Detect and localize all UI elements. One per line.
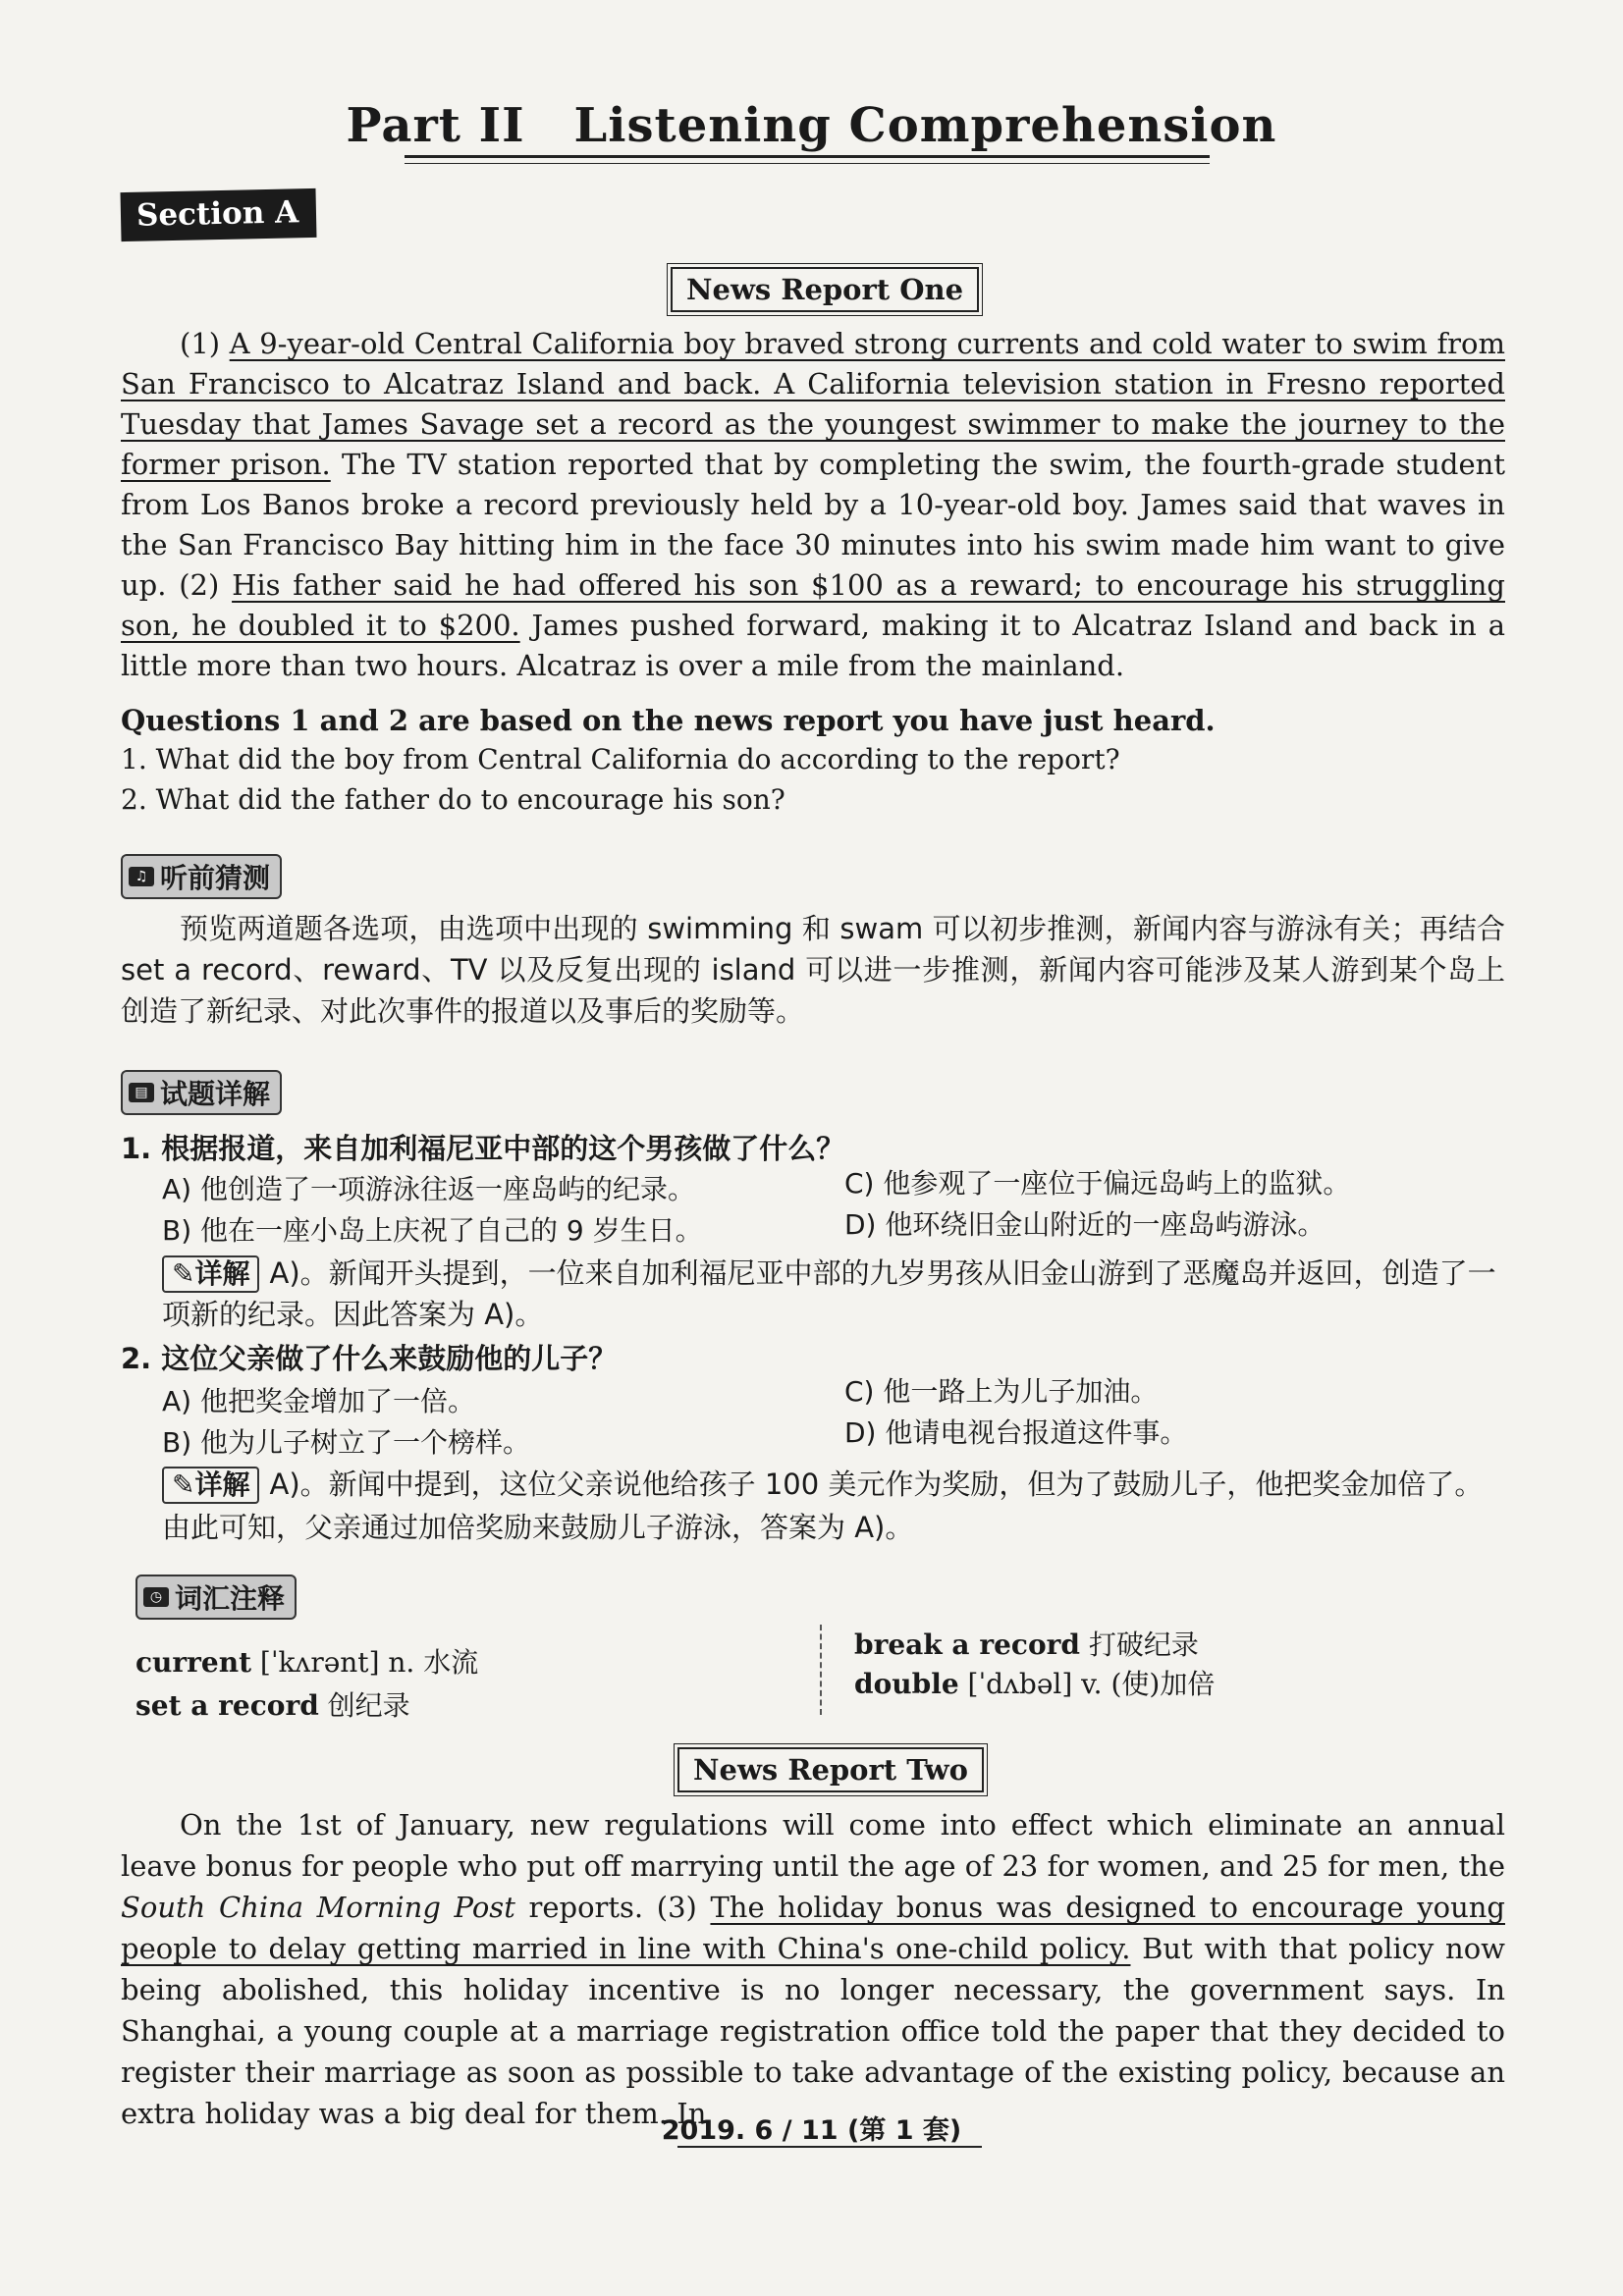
question-1: 1. What did the boy from Central California do according to the report? — [121, 743, 1120, 775]
explain-tag — [121, 1070, 282, 1115]
book-icon: ▤ — [129, 1083, 154, 1102]
vocab-word: break a record — [854, 1629, 1080, 1661]
vocab-word: double — [854, 1668, 959, 1700]
vocab-item-set-a-record — [135, 1684, 410, 1724]
key-sentence-2: His father said he had offered his son $100 as a reward; to encourage his struggling son, he doubled it to $200. — [121, 568, 1505, 642]
q2-stem: 2. 这位父亲做了什么来鼓励他的儿子？ — [121, 1342, 618, 1375]
q2-detail — [162, 1463, 1507, 1549]
predict-text: 预览两道题各选项，由选项中出现的 swimming 和 swam 可以初步推测，新闻内容与游泳有关；再结合 set a record、reward、TV 以及反复出现的 island 可以进一步推测，新闻内容可能涉及某人游到某个岛上创造了新纪录、对此次事件的报道以及事后的奖励等。 — [121, 912, 1506, 1028]
questions-heading: Questions 1 and 2 are based on the news report you have just heard. — [121, 704, 1216, 737]
vocab-definition: [ˈkʌrənt] n. 水流 — [251, 1646, 479, 1679]
explain-tag-label: 试题详解 — [160, 1078, 271, 1110]
vocab-divider — [820, 1625, 822, 1715]
question-2: 2. What did the father do to encourage his son? — [121, 783, 785, 816]
pencil-icon: ✎详解 — [162, 1467, 259, 1504]
report-text: James pushed forward, making it to Alcatraz Island and back in a little more than two hours. Alcatraz is over a mile from the mainland. — [121, 609, 1505, 682]
marker-2: (2) — [179, 568, 233, 602]
section-label: Section A — [120, 188, 316, 241]
page-footer: 2019. 6 / 11 (第 1 套) — [661, 2115, 962, 2146]
part-title — [0, 98, 1623, 153]
pencil-icon: ✎详解 — [162, 1255, 259, 1293]
predict-tag — [121, 854, 282, 899]
vocab-item-break-a-record — [854, 1624, 1199, 1663]
vocab-definition: 打破纪录 — [1079, 1629, 1199, 1661]
report-text: But with that policy now being abolished, this holiday incentive is no longer necessary, the government says. In Shanghai, a young couple at a marriage registration office told the paper that they decided to register their marriage as soon as possible to take advantage of the existing policy, because an extra holiday was a big deal for them. In — [121, 1932, 1505, 2130]
key-sentence-3: The holiday bonus was designed to encourage young people to delay getting married in line with China's one-child policy. — [121, 1891, 1505, 1965]
report-one-title: News Report One — [671, 267, 979, 312]
detail-tag-label: 详解 — [194, 1468, 250, 1501]
clock-icon: ◷ — [143, 1587, 169, 1607]
vocab-item-double — [854, 1663, 1215, 1702]
predict-tag-label: 听前猜测 — [160, 862, 271, 894]
newspaper-name: South China Morning Post — [121, 1891, 515, 1924]
q2-option-b: B) 他为儿子树立了一个榜样。 — [162, 1426, 531, 1459]
key-sentence-1: A 9-year-old Central California boy braved strong currents and cold water to swim from San Francisco to Alcatraz Island and back. A California television station in Fresno reported Tuesday that James Savage set a record as the youngest swimmer to make the journey to the former prison. — [121, 327, 1506, 481]
q2-option-d: D) 他请电视台报道这件事。 — [844, 1416, 1188, 1449]
report-text: The TV station reported that by completing the swim, the fourth-grade student from Los Banos broke a record previously held by a 10-year-old boy. James said that waves in the San Francisco Bay hitting him in the face 30 minutes into his swim made him want to give up. — [121, 448, 1505, 602]
report-one-paragraph — [121, 324, 1505, 686]
vocab-definition: [ˈdʌbəl] v. (使)加倍 — [958, 1668, 1216, 1700]
report-two-paragraph — [121, 1804, 1505, 2134]
q1-detail — [162, 1253, 1507, 1335]
q1-option-b: B) 他在一座小岛上庆祝了自己的 9 岁生日。 — [162, 1214, 703, 1247]
q2-option-a: A) 他把奖金增加了一倍。 — [162, 1385, 475, 1417]
title-rule — [405, 163, 1210, 164]
vocab-definition: 创纪录 — [318, 1689, 410, 1722]
vocab-tag-label: 词汇注释 — [175, 1582, 286, 1615]
marker-3: reports. (3) — [514, 1891, 711, 1924]
report-text: On the 1st of January, new regulations will come into effect which eliminate an annual leave bonus for people who put off marrying until the age of 23 for women, and 25 for men, the — [121, 1808, 1505, 1883]
q2-detail-text: A)。新闻中提到，这位父亲说他给孩子 100 美元作为奖励，但为了鼓励儿子，他把奖金加倍了。由此可知，父亲通过加倍奖励来鼓励儿子游泳，答案为 A)。 — [162, 1468, 1484, 1544]
vocab-tag — [135, 1575, 297, 1620]
vocab-item-current — [135, 1641, 478, 1681]
q1-option-d: D) 他环绕旧金山附近的一座岛屿游泳。 — [844, 1208, 1325, 1241]
report-two-title: News Report Two — [677, 1747, 984, 1792]
marker-1: (1) — [180, 327, 230, 360]
footer-rule — [677, 2146, 982, 2148]
part-heading: Listening Comprehension — [573, 98, 1277, 153]
q1-stem: 1. 根据报道，来自加利福尼亚中部的这个男孩做了什么？ — [121, 1132, 845, 1165]
vocab-word: current — [135, 1646, 252, 1679]
title-rule — [405, 155, 1210, 158]
vocab-word: set a record — [135, 1689, 319, 1722]
detail-tag-label: 详解 — [194, 1257, 250, 1290]
q2-option-c: C) 他一路上为儿子加油。 — [844, 1375, 1159, 1408]
q1-option-c: C) 他参观了一座位于偏远岛屿上的监狱。 — [844, 1167, 1351, 1200]
q1-option-a: A) 他创造了一项游泳往返一座岛屿的纪录。 — [162, 1173, 695, 1205]
headphone-icon: ♫ — [129, 867, 154, 886]
part-number: Part II — [346, 98, 525, 153]
q1-detail-text: A)。新闻开头提到，一位来自加利福尼亚中部的九岁男孩从旧金山游到了恶魔岛并返回，创造了一项新的纪录。因此答案为 A)。 — [162, 1256, 1496, 1331]
